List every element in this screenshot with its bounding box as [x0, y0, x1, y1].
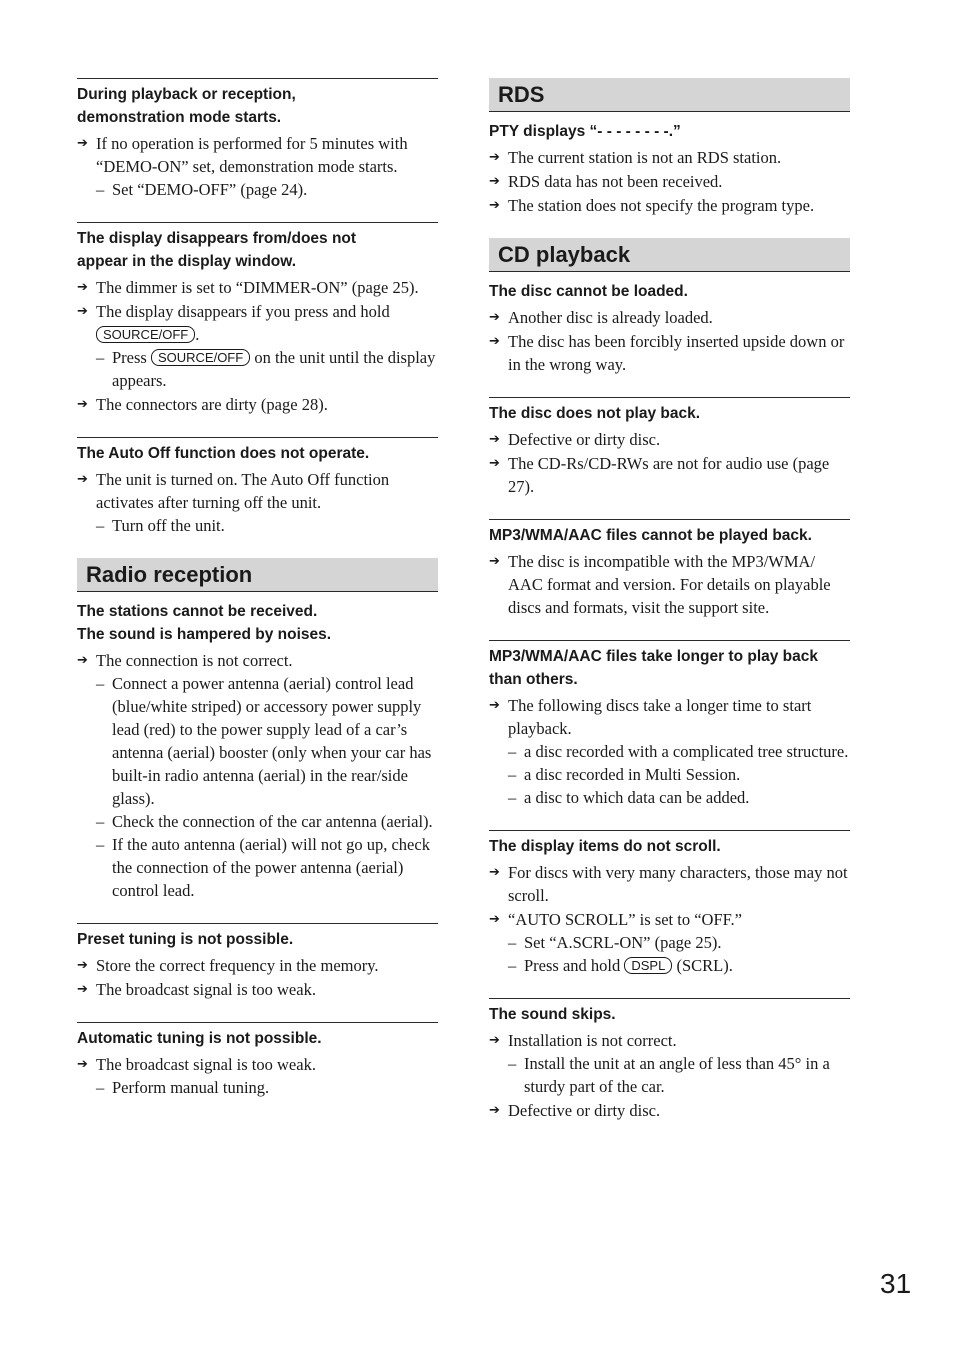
- arrow-right-icon: ➔: [489, 1103, 500, 1118]
- cause-item: ➔ The CD-Rs/CD-RWs are not for audio use (page 27).: [489, 454, 830, 496]
- solution-item: – Connect a power antenna (aerial) control lead (blue/white striped) or accessory power supply lead (red) to the power supply lead of a car’s antenna (aerial) booster (only when your car has built-in radio antenna (aerial) in the rear/side glass).: [96, 674, 432, 808]
- arrow-right-icon: ➔: [77, 472, 88, 487]
- arrow-right-icon: ➔: [489, 698, 500, 713]
- problem-heading: The disc does not play back.: [489, 405, 701, 422]
- problem-heading: PTY displays “- - - - - - - -.”: [489, 123, 681, 140]
- page-number: 31: [880, 1268, 912, 1299]
- problem-heading: During playback or reception, demonstration mode starts.: [77, 86, 296, 126]
- arrow-right-icon: ➔: [77, 982, 88, 997]
- arrow-right-icon: ➔: [77, 397, 88, 412]
- solution-item: – If the auto antenna (aerial) will not go up, check the connection of the power antenna (aerial) control lead.: [96, 835, 430, 900]
- problem-heading: The display disappears from/does not appear in the display window.: [77, 230, 357, 270]
- dash-bullet: –: [96, 674, 105, 693]
- solution-item: – Check the connection of the car antenna (aerial).: [96, 812, 433, 831]
- dash-bullet: –: [508, 956, 517, 975]
- cause-item: ➔ The display disappears if you press and hold SOURCE/OFF . – Press SOURCE/OFF on the unit until the display appears.: [77, 300, 438, 392]
- arrow-right-icon: ➔: [77, 304, 88, 319]
- cause-item: ➔ The dimmer is set to “DIMMER-ON” (page 25).: [77, 278, 419, 297]
- cause-item: ➔ The following discs take a longer time to start playback. – a disc recorded with a complicated tree structure. – a disc recorded in Multi Session. – a disc to which data can be added.: [489, 696, 849, 807]
- trouble-item-stations: [77, 600, 438, 902]
- dash-bullet: –: [96, 812, 105, 831]
- dash-bullet: –: [508, 765, 517, 784]
- cause-item: ➔ The unit is turned on. The Auto Off function activates after turning off the unit. – Turn off the unit.: [77, 468, 438, 537]
- arrow-right-icon: ➔: [489, 150, 500, 165]
- arrow-right-icon: ➔: [489, 912, 500, 927]
- cause-item: ➔ Defective or dirty disc.: [489, 430, 661, 449]
- dash-bullet: –: [96, 835, 105, 854]
- arrow-right-icon: ➔: [489, 198, 500, 213]
- solution-item: – a disc to which data can be added.: [508, 788, 750, 807]
- solution-item: – Set “A.SCRL-ON” (page 25).: [508, 933, 722, 952]
- problem-heading: The Auto Off function does not operate.: [77, 445, 370, 462]
- problem-heading: The stations cannot be received. The sound is hampered by noises.: [77, 603, 332, 643]
- trouble-item-pty: [489, 120, 850, 217]
- dash-bullet: –: [96, 180, 105, 199]
- solution-item: – Perform manual tuning.: [96, 1078, 270, 1097]
- solution-item: – Install the unit at an angle of less than 45° in a sturdy part of the car.: [508, 1054, 830, 1096]
- dash-bullet: –: [96, 1078, 105, 1097]
- trouble-item-auto-tuning: [77, 1022, 438, 1099]
- cause-item: ➔ The connectors are dirty (page 28).: [77, 395, 328, 414]
- problem-heading: The sound skips.: [489, 1006, 616, 1023]
- cause-item: ➔ RDS data has not been received.: [489, 172, 723, 191]
- problem-heading: MP3/WMA/AAC files cannot be played back.: [489, 527, 812, 544]
- cause-item: ➔ The connection is not correct. – Connect a power antenna (aerial) control lead (blue/white striped) or accessory power supply lead (red) to the power supply lead of a car’s antenna (aerial) booster (only when your car has built-in radio antenna (aerial) in the rear/side glass). – Check the connection of the car antenna (aerial). – If the auto antenna (aerial) will not go up, check the connection of the power antenna (aerial) control lead.: [77, 649, 438, 902]
- section-header-cd-playback: CD playback: [489, 238, 850, 272]
- solution-item: – Turn off the unit.: [96, 516, 225, 535]
- solution-item: – a disc recorded in Multi Session.: [508, 765, 741, 784]
- arrow-right-icon: ➔: [489, 432, 500, 447]
- cause-item: ➔ For discs with very many characters, those may not scroll.: [489, 863, 848, 905]
- problem-heading: The disc cannot be loaded.: [489, 283, 688, 300]
- solution-item: – a disc recorded with a complicated tree structure.: [508, 742, 849, 761]
- dash-bullet: –: [96, 348, 105, 367]
- trouble-item-disc-loaded: [489, 280, 850, 376]
- trouble-item-demo: [77, 78, 438, 201]
- section-header-rds: RDS: [489, 78, 850, 112]
- trouble-item-mp3-cannot-play: [489, 519, 850, 619]
- arrow-right-icon: ➔: [489, 174, 500, 189]
- problem-heading: Automatic tuning is not possible.: [77, 1030, 322, 1047]
- solution-item: – Press and hold DSPL (SCRL).: [508, 956, 733, 975]
- cause-item: ➔ The station does not specify the program type.: [489, 196, 815, 215]
- problem-heading: The display items do not scroll.: [489, 838, 721, 855]
- left-column: [77, 78, 438, 1120]
- cause-item: ➔ The current station is not an RDS station.: [489, 148, 782, 167]
- arrow-right-icon: ➔: [77, 136, 88, 151]
- trouble-item-no-scroll: [489, 830, 850, 977]
- trouble-item-auto-off: [77, 437, 438, 537]
- dash-bullet: –: [96, 516, 105, 535]
- cause-item: ➔ Installation is not correct. – Install the unit at an angle of less than 45° in a sturdy part of the car.: [489, 1029, 850, 1098]
- right-column: [489, 78, 850, 1143]
- trouble-item-no-playback: [489, 397, 850, 498]
- arrow-right-icon: ➔: [77, 280, 88, 295]
- cause-item: ➔ The disc has been forcibly inserted upside down or in the wrong way.: [489, 332, 845, 374]
- section-header-radio-reception: Radio reception: [77, 558, 438, 592]
- cause-item: ➔ Store the correct frequency in the memory.: [77, 956, 379, 975]
- arrow-right-icon: ➔: [489, 334, 500, 349]
- dash-bullet: –: [508, 1054, 517, 1073]
- cause-item: ➔ “AUTO SCROLL” is set to “OFF.” – Set “A.SCRL-ON” (page 25). – Press and hold DSPL (SCRL).: [489, 908, 850, 977]
- cause-item: ➔ Another disc is already loaded.: [489, 308, 713, 327]
- arrow-right-icon: ➔: [489, 456, 500, 471]
- trouble-item-preset: [77, 923, 438, 1001]
- arrow-right-icon: ➔: [77, 653, 88, 668]
- cause-item: ➔ The broadcast signal is too weak.: [77, 980, 316, 999]
- cause-item: ➔ Defective or dirty disc.: [489, 1101, 661, 1120]
- arrow-right-icon: ➔: [489, 554, 500, 569]
- trouble-item-sound-skips: [489, 998, 850, 1122]
- source-off-button-label: SOURCE/OFF: [151, 349, 250, 366]
- cause-item: ➔ The disc is incompatible with the MP3/WMA/ AAC format and version. For details on playable discs and formats, visit the support site.: [489, 552, 831, 617]
- arrow-right-icon: ➔: [489, 1033, 500, 1048]
- dash-bullet: –: [508, 742, 517, 761]
- arrow-right-icon: ➔: [77, 1057, 88, 1072]
- trouble-item-mp3-longer: [489, 640, 850, 809]
- cause-item: ➔ The broadcast signal is too weak. – Perform manual tuning.: [77, 1053, 438, 1099]
- arrow-right-icon: ➔: [489, 865, 500, 880]
- problem-heading: Preset tuning is not possible.: [77, 931, 294, 948]
- arrow-right-icon: ➔: [77, 958, 88, 973]
- solution-item: – Press SOURCE/OFF on the unit until the display appears.: [96, 348, 436, 390]
- arrow-right-icon: ➔: [489, 310, 500, 325]
- problem-heading: MP3/WMA/AAC files take longer to play back than others.: [489, 648, 819, 688]
- dash-bullet: –: [508, 933, 517, 952]
- trouble-item-display: [77, 222, 438, 416]
- solution-item: – Set “DEMO-OFF” (page 24).: [96, 180, 308, 199]
- cause-item: ➔ If no operation is performed for 5 minutes with “DEMO-ON” set, demonstration mode starts. – Set “DEMO-OFF” (page 24).: [77, 132, 438, 201]
- source-off-button-label: SOURCE/OFF: [96, 326, 195, 343]
- dash-bullet: –: [508, 788, 517, 807]
- dspl-button-label: DSPL: [624, 957, 672, 974]
